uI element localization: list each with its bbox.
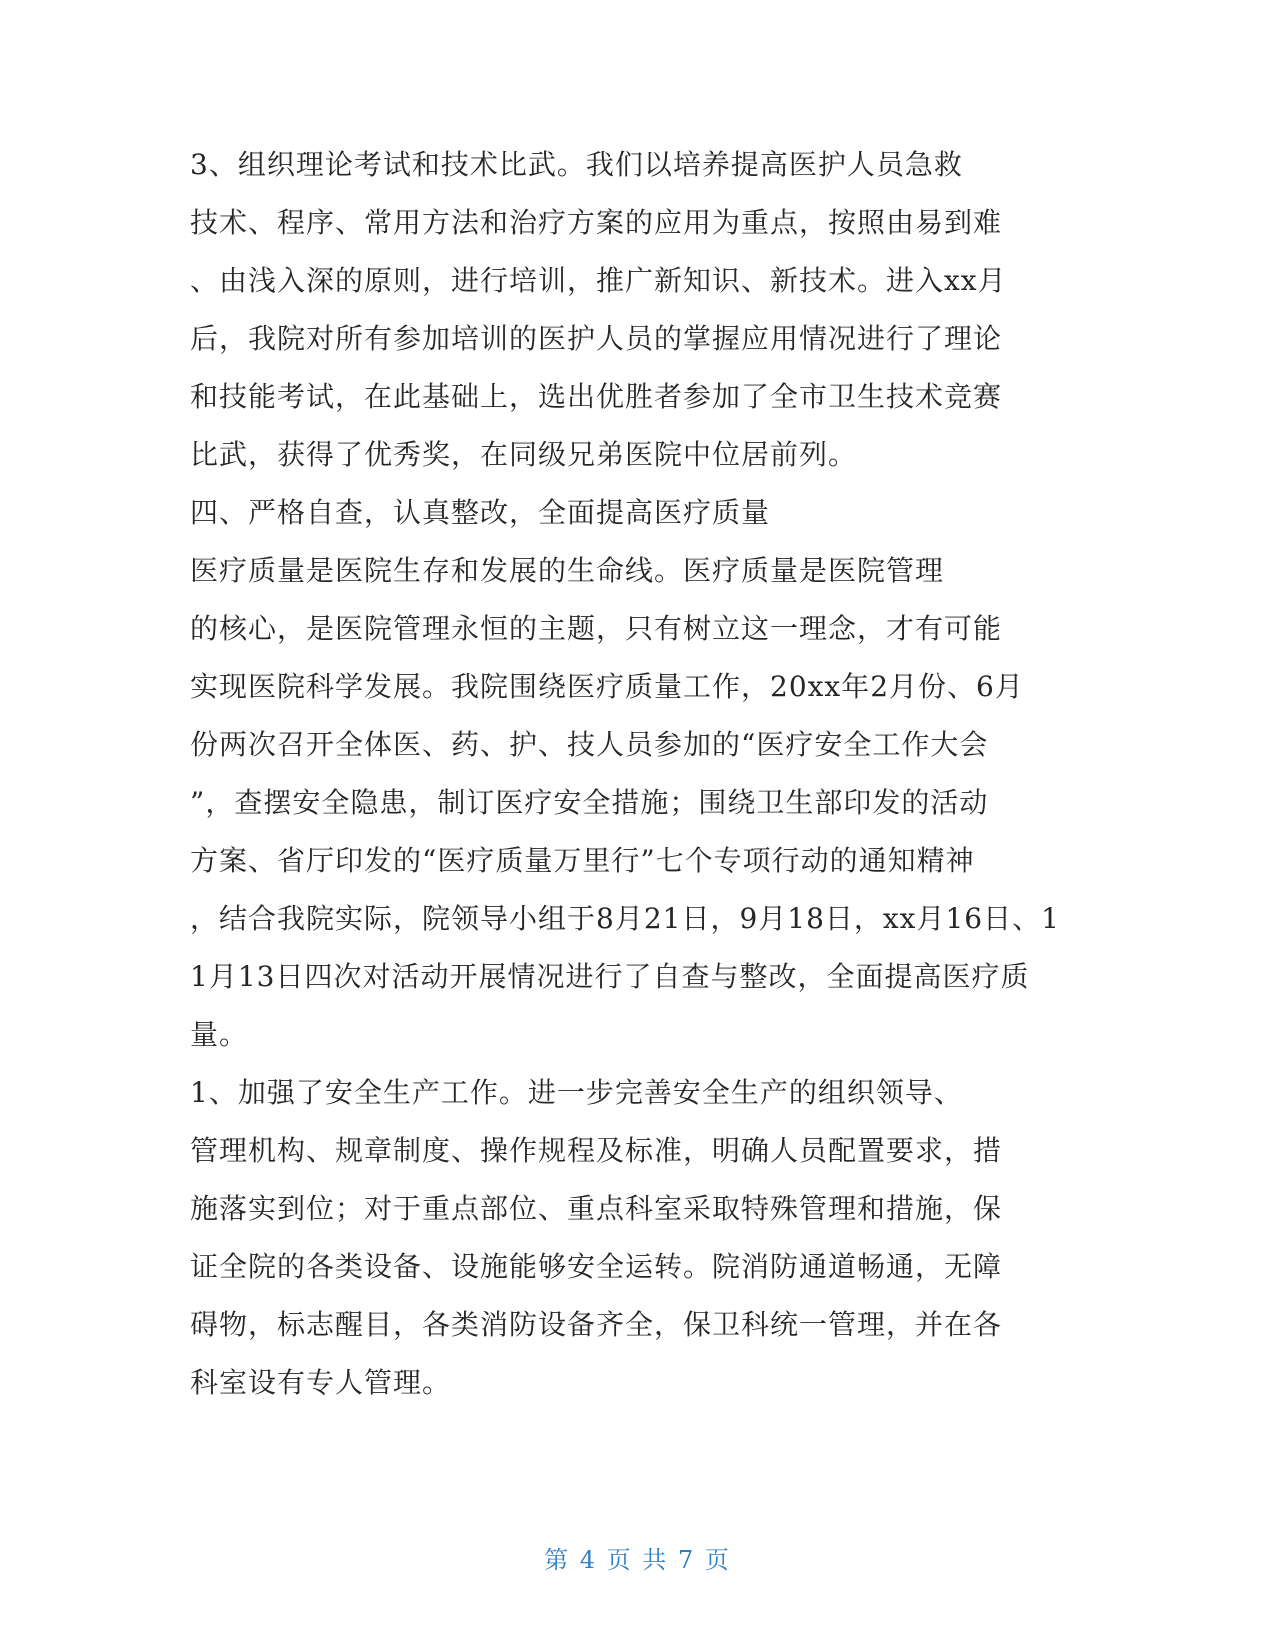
paragraph-line: 施落实到位；对于重点部位、重点科室采取特殊管理和措施，保 bbox=[190, 1192, 1003, 1225]
paragraph-line: ”，查摆安全隐患，制订医疗安全措施；围绕卫生部印发的活动 bbox=[190, 786, 989, 819]
paragraph-line: 后，我院对所有参加培训的医护人员的掌握应用情况进行了理论 bbox=[190, 322, 1003, 355]
paragraph-line: 证全院的各类设备、设施能够安全运转。院消防通道畅通，无障 bbox=[190, 1250, 1003, 1283]
paragraph-line: 技术、程序、常用方法和治疗方案的应用为重点，按照由易到难 bbox=[190, 206, 1003, 239]
paragraph-line: 医疗质量是医院生存和发展的生命线。医疗质量是医院管理 bbox=[190, 554, 945, 587]
paragraph-line: 1、加强了安全生产工作。进一步完善安全生产的组织领导、 bbox=[190, 1076, 963, 1109]
paragraph-line: 的核心，是医院管理永恒的主题，只有树立这一理念，才有可能 bbox=[190, 612, 1003, 645]
paragraph-line: 比武，获得了优秀奖，在同级兄弟医院中位居前列。 bbox=[190, 438, 858, 471]
paragraph-line: 方案、省厅印发的“医疗质量万里行”七个专项行动的通知精神 bbox=[190, 844, 975, 877]
section-heading: 四、严格自查，认真整改，全面提高医疗质量 bbox=[190, 496, 771, 529]
paragraph-line: 和技能考试，在此基础上，选出优胜者参加了全市卫生技术竞赛 bbox=[190, 380, 1003, 413]
paragraph-line: ，结合我院实际，院领导小组于8月21日，9月18日，xx月16日、1 bbox=[190, 902, 1060, 935]
paragraph-line: 3、组织理论考试和技术比武。我们以培养提高医护人员急救 bbox=[190, 148, 963, 181]
paragraph-line: 量。 bbox=[190, 1018, 249, 1051]
paragraph-line: 1月13日四次对活动开展情况进行了自查与整改，全面提高医疗质 bbox=[190, 960, 1030, 993]
paragraph-line: 实现医院科学发展。我院围绕医疗质量工作，20xx年2月份、6月 bbox=[190, 670, 1024, 703]
page-number-footer: 第 4 页 共 7 页 bbox=[544, 1546, 731, 1574]
paragraph-line: 碍物，标志醒目，各类消防设备齐全，保卫科统一管理，并在各 bbox=[190, 1308, 1003, 1341]
paragraph-line: 科室设有专人管理。 bbox=[190, 1366, 452, 1399]
paragraph-line: 、由浅入深的原则，进行培训，推广新知识、新技术。进入xx月 bbox=[190, 264, 1007, 297]
paragraph-line: 份两次召开全体医、药、护、技人员参加的“医疗安全工作大会 bbox=[190, 728, 989, 761]
paragraph-line: 管理机构、规章制度、操作规程及标准，明确人员配置要求，措 bbox=[190, 1134, 1003, 1167]
